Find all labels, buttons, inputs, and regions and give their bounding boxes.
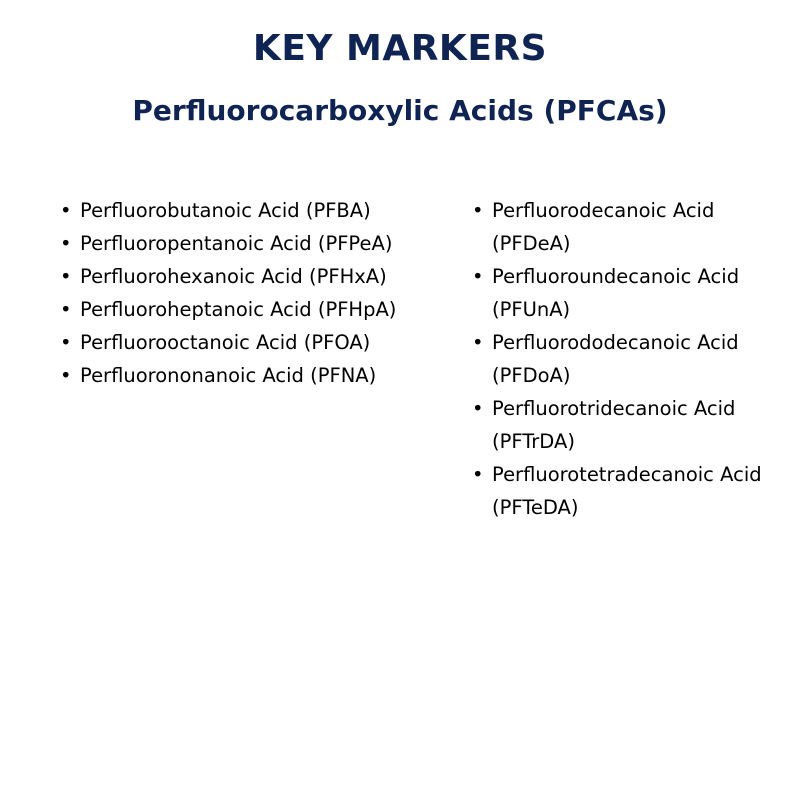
bullet-icon: • [472,463,484,486]
list-item-label: Perfluorononanoic Acid (PFNA) [80,364,377,387]
bullet-icon: • [60,364,72,387]
list-item [470,458,780,524]
bullet-icon: • [60,265,72,288]
list-item-label: Perfluoroheptanoic Acid (PFHpA) [80,298,397,321]
list-item-label: Perfluorohexanoic Acid (PFHxA) [80,265,387,288]
list-item [58,326,398,359]
bullet-icon: • [472,331,484,354]
page-subtitle: Perfluorocarboxylic Acids (PFCAs) [132,94,668,127]
marker-list-left [58,194,398,392]
list-item-label: Perfluorobutanoic Acid (PFBA) [80,199,371,222]
page-title: KEY MARKERS [252,28,548,69]
list-item-label: Perfluoropentanoic Acid (PFPeA) [80,232,393,255]
bullet-icon: • [472,199,484,222]
list-item [58,293,398,326]
list-item-label: Perfluoroundecanoic Acid (PFUnA) [492,265,740,321]
list-item [470,326,780,392]
bullet-icon: • [60,331,72,354]
list-item-label: Perfluorotetradecanoic Acid (PFTeDA) [492,463,762,519]
bullet-icon: • [60,232,72,255]
list-item [58,194,398,227]
list-item [58,359,398,392]
list-item [470,194,780,260]
marker-list-right [470,194,780,524]
bullet-icon: • [472,397,484,420]
bullet-icon: • [60,298,72,321]
list-item-label: Perfluorododecanoic Acid (PFDoA) [492,331,739,387]
list-item-label: Perfluorooctanoic Acid (PFOA) [80,331,371,354]
bullet-icon: • [472,265,484,288]
list-item [470,260,780,326]
list-item-label: Perfluorotridecanoic Acid (PFTrDA) [492,397,736,453]
list-item-label: Perfluorodecanoic Acid (PFDeA) [492,199,715,255]
list-item [58,260,398,293]
list-item [58,227,398,260]
list-item [470,392,780,458]
bullet-icon: • [60,199,72,222]
